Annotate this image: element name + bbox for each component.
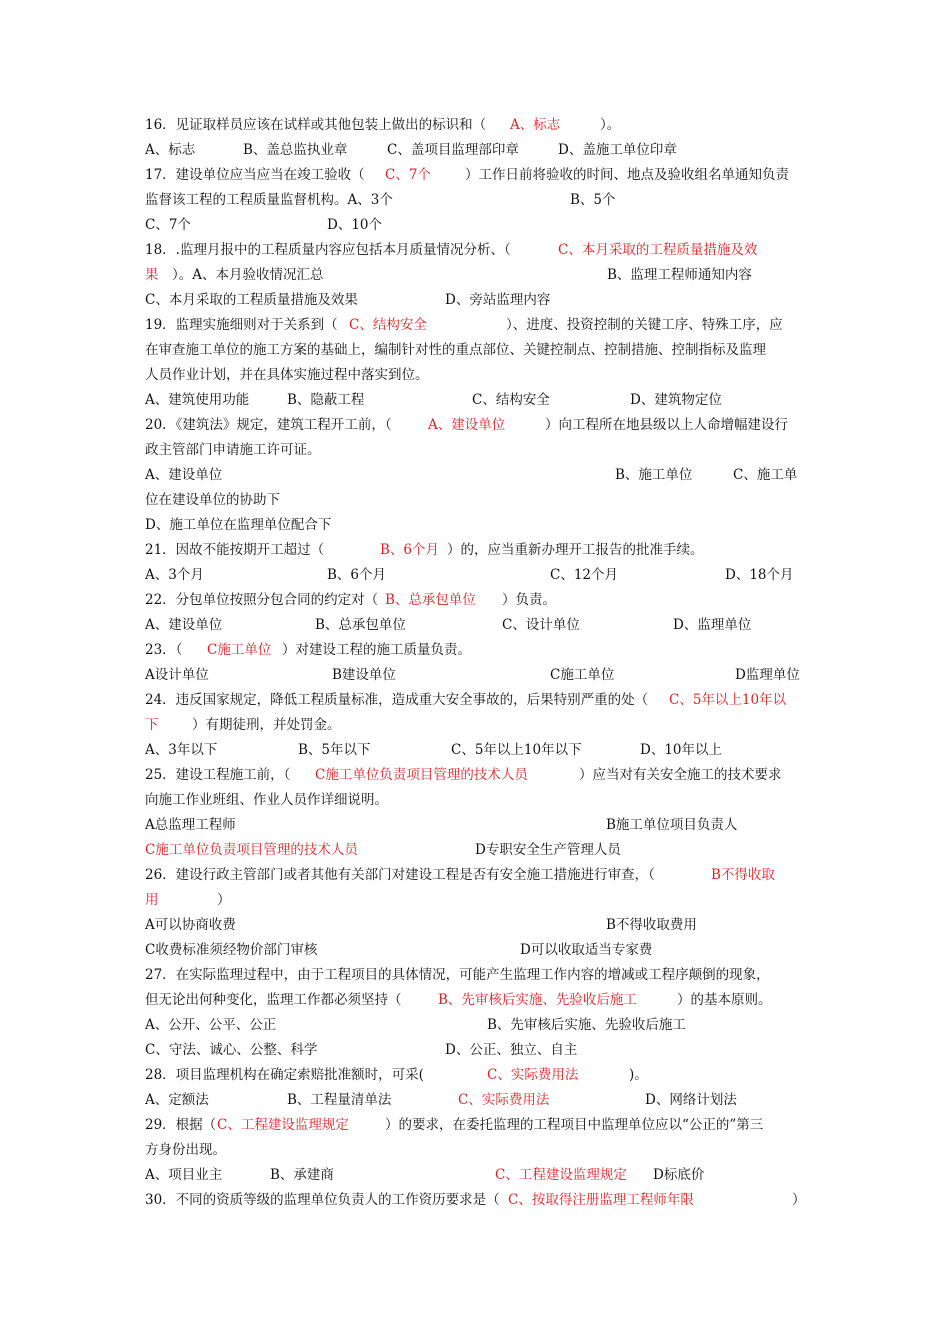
question-text: C、施工单 <box>733 467 798 483</box>
text-line <box>145 313 815 337</box>
text-line <box>145 863 815 887</box>
question-text: )。 <box>629 1067 648 1083</box>
question-text: 19．监理实施细则对于关系到（ <box>145 317 338 333</box>
question-text: B、5个 <box>570 192 616 208</box>
text-line <box>145 113 815 137</box>
text-line <box>145 763 815 787</box>
question-text: 但无论出何种变化，监理工作都必须坚持（ <box>145 992 402 1008</box>
question-text: D、网络计划法 <box>645 1092 737 1108</box>
question-text: 26．建设行政主管部门或者其他有关部门对建设工程是否有安全施工措施进行审查，（ <box>145 867 655 883</box>
answer-text: C、工程建设监理规定 <box>495 1167 627 1183</box>
answer-text: C、实际费用法 <box>487 1067 579 1083</box>
answer-text: A、标志 <box>510 117 561 133</box>
text-line <box>145 913 815 937</box>
answer-text: C、实际费用法 <box>458 1092 550 1108</box>
answer-text: C施工单位负责项目管理的技术人员 <box>315 767 528 783</box>
question-text: 25．建设工程施工前，（ <box>145 767 291 783</box>
question-text: B、5年以下 <box>298 742 371 758</box>
question-text: 向施工作业班组、作业人员作详细说明。 <box>145 792 388 808</box>
question-text: A、标志 <box>145 142 196 158</box>
question-text: 30．不同的资质等级的监理单位负责人的工作资历要求是（ <box>145 1192 500 1208</box>
answer-text: C、7个 <box>385 167 431 183</box>
answer-text: C、结构安全 <box>349 317 427 333</box>
question-text: ）的基本原则。 <box>677 992 772 1008</box>
question-text: B、总承包单位 <box>315 617 406 633</box>
answer-text: C、按取得注册监理工程师年限 <box>508 1192 694 1208</box>
question-text: 监督该工程的工程质量监督机构。A、3个 <box>145 192 393 208</box>
text-line <box>145 613 815 637</box>
question-text: B、施工单位 <box>615 467 693 483</box>
question-text: D监理单位 <box>735 667 800 683</box>
question-text: C施工单位 <box>550 667 615 683</box>
answer-text: C、5年以上10年以 <box>669 692 787 708</box>
question-text: A、建设单位 <box>145 617 223 633</box>
text-line <box>145 463 815 487</box>
question-text: 20．《建筑法》规定，建筑工程开工前，（ <box>145 417 392 433</box>
text-line <box>145 213 815 237</box>
question-text: ）有期徒刑，并处罚金。 <box>192 717 341 733</box>
text-line <box>145 738 815 762</box>
text-line <box>145 888 815 912</box>
question-text: 24．违反国家规定，降低工程质量标准，造成重大安全事故的，后果特别严重的处（ <box>145 692 649 708</box>
question-text: A、公开、公平、公正 <box>145 1017 277 1033</box>
question-text: ）、进度、投资控制的关键工序、特殊工序，应 <box>506 317 783 333</box>
text-line <box>145 1113 815 1137</box>
question-text: A设计单位 <box>145 667 209 683</box>
question-text: 位在建设单位的协助下 <box>145 492 280 508</box>
text-line <box>145 963 815 987</box>
text-line <box>145 1088 815 1112</box>
answer-text: 果 <box>145 267 159 283</box>
text-line <box>145 1163 815 1187</box>
question-text: C、守法、诚心、公整、科学 <box>145 1042 318 1058</box>
answer-text: A、建设单位 <box>428 417 506 433</box>
text-line <box>145 138 815 162</box>
question-text: A、3个月 <box>145 567 204 583</box>
text-line <box>145 1063 815 1087</box>
question-text: 27．在实际监理过程中，由于工程项目的具体情况，可能产生监理工作内容的增减或工程序颠倒的现象， <box>145 967 770 983</box>
question-text: A、定额法 <box>145 1092 209 1108</box>
text-line <box>145 1038 815 1062</box>
text-line <box>145 638 815 662</box>
text-line <box>145 338 815 362</box>
question-text: A总监理工程师 <box>145 817 236 833</box>
question-text: ） <box>792 1192 806 1208</box>
question-text: 29．根据（ <box>145 1117 217 1133</box>
question-text: ） <box>217 892 231 908</box>
question-text: D、监理单位 <box>673 617 752 633</box>
text-line <box>145 238 815 262</box>
answer-text: 下 <box>145 717 159 733</box>
text-line <box>145 1013 815 1037</box>
question-text: 21．因故不能按期开工超过（ <box>145 542 325 558</box>
answer-text: B不得收取 <box>711 867 775 883</box>
question-text: D、10个 <box>327 217 383 233</box>
question-text: A可以协商收费 <box>145 917 236 933</box>
text-line <box>145 588 815 612</box>
question-text: D、10年以上 <box>640 742 723 758</box>
text-line <box>145 788 815 812</box>
question-text: ）。 <box>600 117 621 133</box>
text-line <box>145 413 815 437</box>
answer-text: C施工单位 <box>207 642 272 658</box>
question-text: A、建筑使用功能 <box>145 392 250 408</box>
question-text: D、盖施工单位印章 <box>558 142 677 158</box>
question-text: C、盖项目监理部印章 <box>387 142 519 158</box>
text-line <box>145 188 815 212</box>
question-text: 人员作业计划，并在具体实施过程中落实到位。 <box>145 367 429 383</box>
text-line <box>145 513 815 537</box>
text-line <box>145 388 815 412</box>
question-text: 16．见证取样员应该在试样或其他包装上做出的标识和（ <box>145 117 487 133</box>
question-text: 18．.监理月报中的工程质量内容应包括本月质量情况分析、（ <box>145 242 511 258</box>
text-line <box>145 288 815 312</box>
question-text: D、18个月 <box>725 567 794 583</box>
question-text: B不得收取费用 <box>606 917 697 933</box>
question-text: ）。A、本月验收情况汇总 <box>172 267 324 283</box>
question-text: C收费标准须经物价部门审核 <box>145 942 318 958</box>
answer-text: 用 <box>145 892 159 908</box>
text-line <box>145 263 815 287</box>
answer-text: C、本月采取的工程质量措施及效 <box>558 242 758 258</box>
question-text: ）的，应当重新办理开工报告的批准手续。 <box>447 542 704 558</box>
question-text: D标底价 <box>653 1167 705 1183</box>
answer-text: C施工单位负责项目管理的技术人员 <box>145 842 358 858</box>
text-line <box>145 538 815 562</box>
question-text: B、盖总监执业章 <box>243 142 348 158</box>
question-text: C、7个 <box>145 217 191 233</box>
question-text: C、12个月 <box>550 567 619 583</box>
question-text: D、旁站监理内容 <box>445 292 551 308</box>
question-text: 23．（ <box>145 642 183 658</box>
question-text: A、项目业主 <box>145 1167 223 1183</box>
question-text: ）工作日前将验收的时间、地点及验收组名单通知负责 <box>465 167 789 183</box>
text-line <box>145 363 815 387</box>
question-text: B施工单位项目负责人 <box>606 817 738 833</box>
question-text: ）负责。 <box>502 592 556 608</box>
question-text: A、建设单位 <box>145 467 223 483</box>
question-text: B、先审核后实施、先验收后施工 <box>487 1017 686 1033</box>
text-line <box>145 938 815 962</box>
answer-text: B、先审核后实施、先验收后施工 <box>438 992 637 1008</box>
text-line <box>145 813 815 837</box>
question-text: ）向工程所在地县级以上人命增幅建设行 <box>545 417 788 433</box>
question-text: D、公正、独立、自主 <box>445 1042 578 1058</box>
question-text: D专职安全生产管理人员 <box>475 842 621 858</box>
question-text: B建设单位 <box>332 667 396 683</box>
question-text: 政主管部门申请施工许可证。 <box>145 442 321 458</box>
answer-text: B、总承包单位 <box>385 592 476 608</box>
question-text: B、6个月 <box>327 567 387 583</box>
question-text: D、施工单位在监理单位配合下 <box>145 517 332 533</box>
text-line <box>145 663 815 687</box>
text-line <box>145 1188 815 1212</box>
question-text: C、设计单位 <box>502 617 580 633</box>
text-line <box>145 838 815 862</box>
question-text: B、隐蔽工程 <box>287 392 365 408</box>
text-line <box>145 488 815 512</box>
question-text: C、本月采取的工程质量措施及效果 <box>145 292 358 308</box>
answer-text: B、6个月 <box>380 542 440 558</box>
text-line <box>145 1138 815 1162</box>
question-text: ）应当对有关安全施工的技术要求 <box>579 767 782 783</box>
answer-text: C、工程建设监理规定 <box>217 1117 349 1133</box>
text-line <box>145 713 815 737</box>
question-text: C、5年以上10年以下 <box>451 742 582 758</box>
question-text: B、监理工程师通知内容 <box>607 267 752 283</box>
text-line <box>145 438 815 462</box>
question-text: A、3年以下 <box>145 742 218 758</box>
question-text: C、结构安全 <box>472 392 550 408</box>
question-text: ）对建设工程的施工质量负责。 <box>282 642 471 658</box>
question-text: B、承建商 <box>270 1167 334 1183</box>
text-line <box>145 163 815 187</box>
question-text: B、工程量清单法 <box>287 1092 392 1108</box>
question-text: 17．建设单位应当应当在竣工验收（ <box>145 167 365 183</box>
text-line <box>145 988 815 1012</box>
text-line <box>145 563 815 587</box>
question-text: 22．分包单位按照分包合同的约定对（ <box>145 592 379 608</box>
question-text: 方身份出现。 <box>145 1142 226 1158</box>
question-text: D可以收取适当专家费 <box>520 942 653 958</box>
question-text: 在审查施工单位的施工方案的基础上，编制针对性的重点部位、关键控制点、控制措施、控制指标及监理 <box>145 342 766 358</box>
question-text: D、建筑物定位 <box>630 392 722 408</box>
question-text: ）的要求，在委托监理的工程项目中监理单位应以“公正的”第三 <box>385 1117 764 1133</box>
text-line <box>145 688 815 712</box>
question-text: 28．项目监理机构在确定索赔批准额时，可采( <box>145 1067 424 1083</box>
